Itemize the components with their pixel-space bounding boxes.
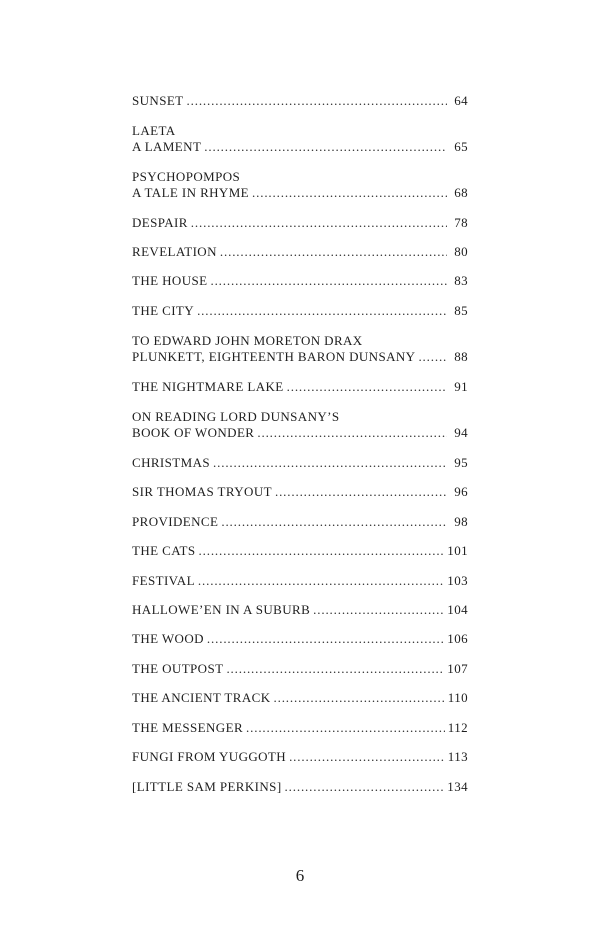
toc-entry-row [132,514,468,530]
toc-entry [132,690,468,706]
dot-leader [275,484,447,500]
toc-entry-row [132,379,468,395]
toc-entry [132,749,468,765]
toc-entry-title-line: LAETA [132,123,176,138]
toc-entry-row [132,749,468,765]
toc-entry [132,543,468,559]
toc-entry-title: FUNGI FROM YUGGOTH [132,749,287,764]
toc-entry-title: THE HOUSE [132,273,208,288]
toc-entry [132,631,468,647]
toc-entry-page: 80 [454,244,468,259]
toc-entry-page: 83 [454,273,468,288]
dot-leader [210,273,447,289]
toc-entry-title: DESPAIR [132,215,188,230]
toc-entry-row [132,185,468,201]
toc-entry-page: 106 [447,631,468,646]
toc-entry-title: SIR THOMAS TRYOUT [132,484,272,499]
toc-entry-page: 110 [447,690,468,705]
toc-entry [132,514,468,530]
dot-leader [187,93,447,109]
toc-entry-title: THE MESSENGER [132,720,244,735]
toc-entry-row [132,455,468,471]
dot-leader [198,573,444,589]
toc-entry-row [132,215,468,231]
toc-entry-row [132,543,468,559]
toc-entry-row [132,690,468,706]
toc-entry [132,484,468,500]
toc-entry-page: 98 [454,514,468,529]
toc-entry-title: PLUNKETT, EIGHTEENTH BARON DUNSANY [132,349,416,364]
toc-entry [132,333,468,365]
toc-entry-title: THE ANCIENT TRACK [132,690,271,705]
toc-entry-row [132,573,468,589]
toc-entry [132,720,468,736]
toc-entry-row [132,720,468,736]
toc-entry-title: THE WOOD [132,631,204,646]
toc-entry-page: 103 [447,573,468,588]
dot-leader [252,185,447,201]
toc-entry-title: THE OUTPOST [132,661,224,676]
toc-entry-page: 104 [447,602,468,617]
toc-entry-title: CHRISTMAS [132,455,211,470]
toc-entry-row [132,425,468,441]
toc-entry-page: 68 [454,185,468,200]
toc-entry-page: 134 [447,779,468,794]
toc-entry-page: 94 [454,425,468,440]
dot-leader [257,425,447,441]
dot-leader [285,779,445,795]
toc-entry [132,573,468,589]
toc-entry-title-line: ON READING LORD DUNSANY’S [132,409,340,424]
toc-entry [132,661,468,677]
dot-leader [191,215,447,231]
toc-entry-title: REVELATION [132,244,217,259]
toc-entry [132,602,468,618]
dot-leader [204,139,447,155]
toc-entry-title: A LAMENT [132,139,202,154]
toc-entry-title: A TALE IN RHYME [132,185,250,200]
dot-leader [199,543,445,559]
toc-entry [132,779,468,795]
toc-entry-title-line: PSYCHOPOMPOS [132,169,241,184]
toc-entry-row [132,244,468,260]
page-number: 6 [295,866,305,885]
dot-leader [213,455,447,471]
toc-entry-title: SUNSET [132,93,184,108]
dot-leader [246,720,445,736]
toc-entry-title: THE NIGHTMARE LAKE [132,379,284,394]
toc-entry-title: BOOK OF WONDER [132,425,255,440]
toc-entry-page: 64 [454,93,468,108]
toc-entry-title: HALLOWE’EN IN A SUBURB [132,602,311,617]
toc-entry-row [132,661,468,677]
toc-entry-title: THE CATS [132,543,196,558]
toc-entry-page: 101 [447,543,468,558]
dot-leader [418,349,447,365]
toc-entry [132,215,468,231]
toc-entry-title: THE CITY [132,303,195,318]
toc-entry-row [132,602,468,618]
toc-entry [132,379,468,395]
toc-entry-title-line: TO EDWARD JOHN MORETON DRAX [132,333,363,348]
toc-entry [132,93,468,109]
toc-entry-row [132,139,468,155]
dot-leader [274,690,445,706]
toc-entry-page: 65 [454,139,468,154]
toc-entry-title: [LITTLE SAM PERKINS] [132,779,282,794]
dot-leader [207,631,444,647]
dot-leader [197,303,447,319]
toc-entry-page: 88 [454,349,468,364]
toc-entry-row [132,484,468,500]
toc-entry-row [132,779,468,795]
toc-entry-page: 96 [454,484,468,499]
toc-entry [132,409,468,441]
toc-entry-page: 113 [447,749,468,764]
toc-entry-row [132,273,468,289]
toc-entry-title: FESTIVAL [132,573,195,588]
toc-entry-row [132,349,468,365]
dot-leader [287,379,447,395]
toc-entry-row [132,631,468,647]
dot-leader [220,244,447,260]
dot-leader [289,749,445,765]
toc-entry-page: 91 [454,379,468,394]
toc-entry [132,303,468,319]
dot-leader [221,514,447,530]
toc-entry-row [132,93,468,109]
toc-entry-page: 107 [447,661,468,676]
toc-entry [132,244,468,260]
toc-entry-title: PROVIDENCE [132,514,219,529]
toc-entry-page: 78 [454,215,468,230]
dot-leader [313,602,444,618]
toc-entry [132,169,468,201]
dot-leader [226,661,444,677]
toc-entry-page: 112 [447,720,468,735]
toc-entry-page: 95 [454,455,468,470]
toc-entry [132,455,468,471]
toc-entry-row [132,303,468,319]
toc-entry-page: 85 [454,303,468,318]
toc-entry [132,123,468,155]
toc-entry [132,273,468,289]
